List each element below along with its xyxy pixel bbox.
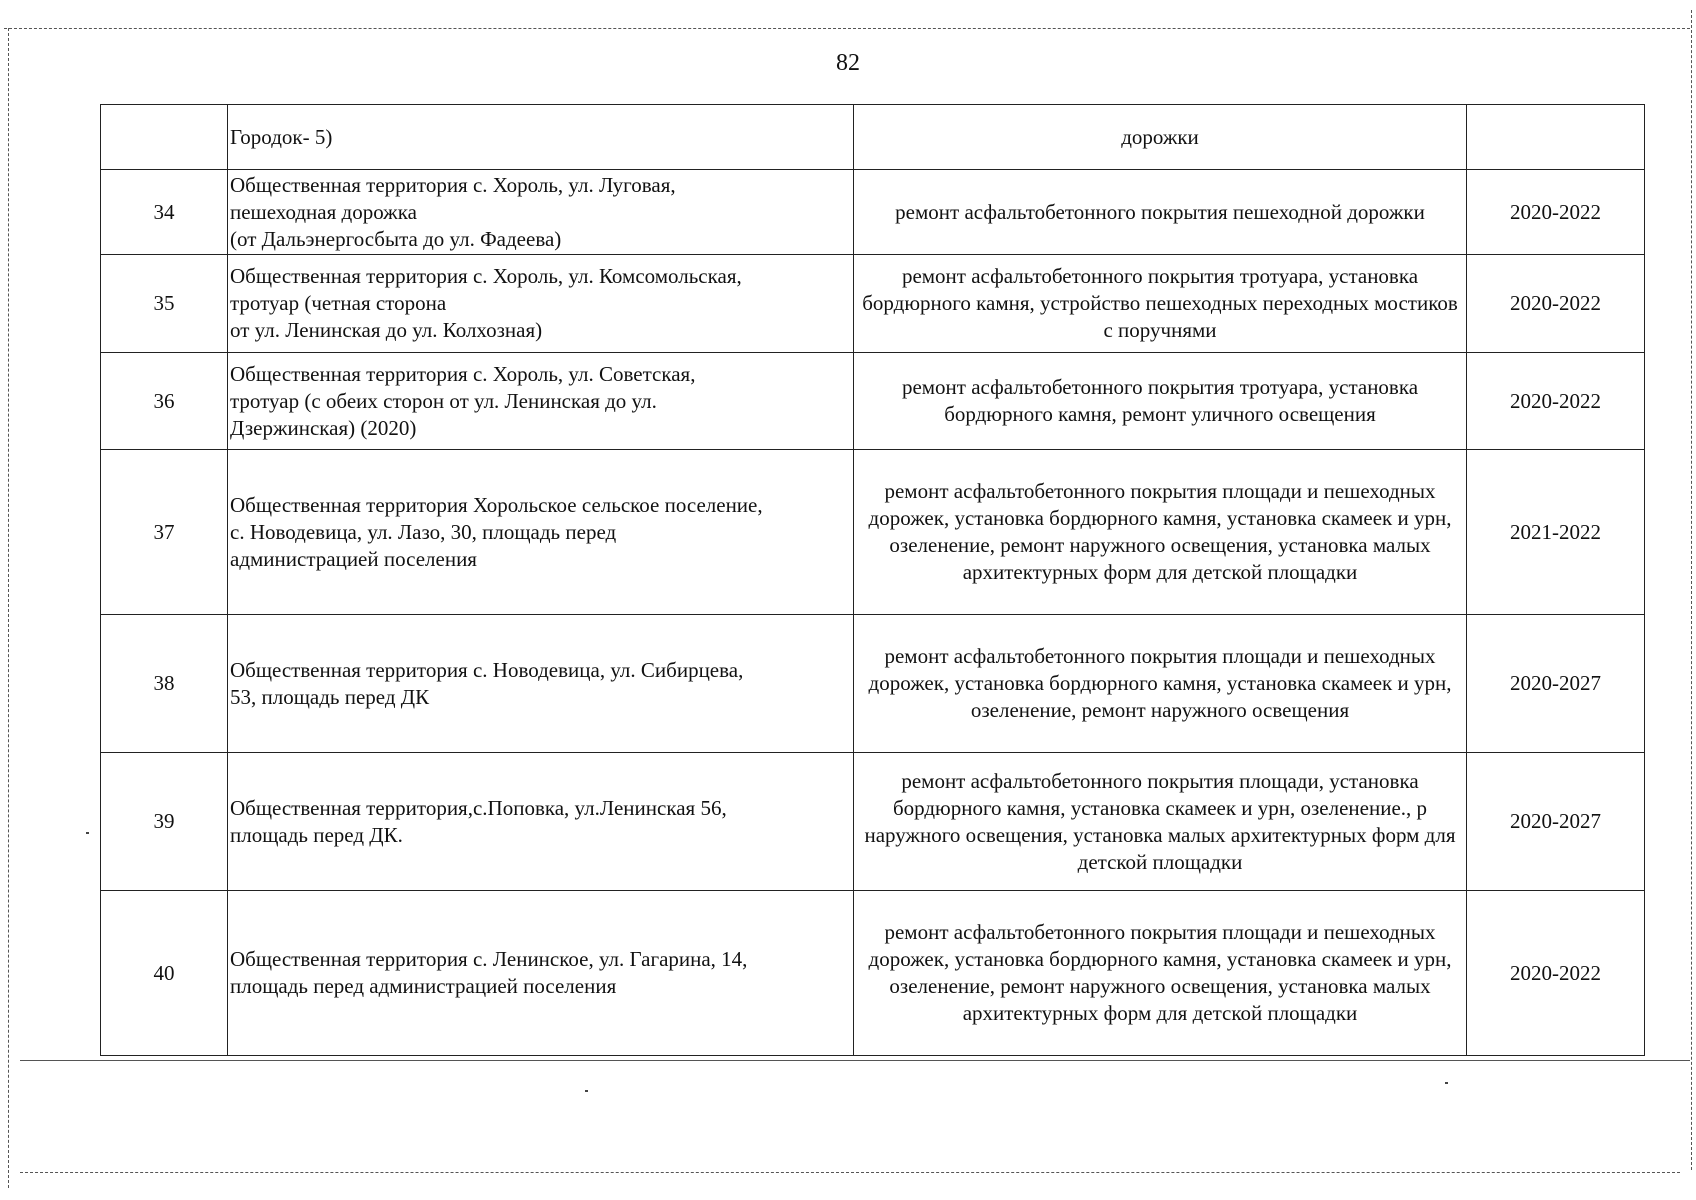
row-number: 35 [101, 255, 228, 353]
period: 2020-2027 [1467, 753, 1645, 891]
row-number: 37 [101, 450, 228, 615]
row-number: 39 [101, 753, 228, 891]
work-description: ремонт асфальтобетонного покрытия площади и пешеходных дорожек, установка бордюрного камня, установка скамеек и урн, озеленение, ремонт наружного освещения, установка малых архитектурных форм для детской площадки [854, 450, 1467, 615]
work-description: дорожки [854, 105, 1467, 170]
table-row [101, 255, 1645, 353]
row-number [101, 105, 228, 170]
territory-name: Общественная территория с. Ленинское, ул. Гагарина, 14, площадь перед администрацией поселения [228, 891, 854, 1056]
period: 2020-2022 [1467, 353, 1645, 450]
work-description: ремонт асфальтобетонного покрытия пешеходной дорожки [854, 170, 1467, 255]
page-number: 82 [836, 50, 860, 76]
work-description: ремонт асфальтобетонного покрытия площади, установка бордюрного камня, установка скамеек и урн, озеленение., р наружного освещения, установка малых архитектурных форм для детской площадки [854, 753, 1467, 891]
scan-speck [86, 832, 89, 834]
scan-border [4, 28, 1690, 29]
period: 2020-2022 [1467, 170, 1645, 255]
scan-border [8, 28, 9, 1188]
period: 2020-2022 [1467, 255, 1645, 353]
work-description: ремонт асфальтобетонного покрытия площади и пешеходных дорожек, установка бордюрного камня, установка скамеек и урн, озеленение, ремонт наружного освещения, установка малых архитектурных форм для детской площадки [854, 891, 1467, 1056]
works-table [100, 104, 1645, 1056]
period [1467, 105, 1645, 170]
table-row [101, 170, 1645, 255]
table-row [101, 891, 1645, 1056]
table-row [101, 353, 1645, 450]
row-number: 34 [101, 170, 228, 255]
territory-name: Общественная территория,с.Поповка, ул.Ленинская 56, площадь перед ДК. [228, 753, 854, 891]
row-number: 38 [101, 615, 228, 753]
period: 2020-2022 [1467, 891, 1645, 1056]
territory-name: Общественная территория с. Хороль, ул. Луговая, пешеходная дорожка (от Дальэнергосбыта до ул. Фадеева) [228, 170, 854, 255]
table-row [101, 615, 1645, 753]
scan-border [20, 1060, 1690, 1061]
work-description: ремонт асфальтобетонного покрытия тротуара, установка бордюрного камня, ремонт уличного освещения [854, 353, 1467, 450]
territory-name: Общественная территория с. Хороль, ул. Комсомольская, тротуар (четная сторона от ул. Ленинская до ул. Колхозная) [228, 255, 854, 353]
scan-speck [1445, 1082, 1448, 1084]
scan-speck [585, 1090, 588, 1092]
table-row [101, 105, 1645, 170]
table-row [101, 753, 1645, 891]
table-row [101, 450, 1645, 615]
row-number: 36 [101, 353, 228, 450]
work-description: ремонт асфальтобетонного покрытия площади и пешеходных дорожек, установка бордюрного камня, установка скамеек и урн, озеленение, ремонт наружного освещения [854, 615, 1467, 753]
row-number: 40 [101, 891, 228, 1056]
territory-name: Общественная территория с. Новодевица, ул. Сибирцева, 53, площадь перед ДК [228, 615, 854, 753]
period: 2020-2027 [1467, 615, 1645, 753]
territory-name: Общественная территория Хорольское сельское поселение, с. Новодевица, ул. Лазо, 30, площадь перед администрацией поселения [228, 450, 854, 615]
scan-border [20, 1172, 1680, 1173]
territory-name: Общественная территория с. Хороль, ул. Советская, тротуар (с обеих сторон от ул. Ленинская до ул. Дзержинская) (2020) [228, 353, 854, 450]
territory-name: Городок- 5) [228, 105, 854, 170]
scan-border [1691, 10, 1692, 1170]
work-description: ремонт асфальтобетонного покрытия тротуара, установка бордюрного камня, устройство пешеходных переходных мостиков с поручнями [854, 255, 1467, 353]
period: 2021-2022 [1467, 450, 1645, 615]
